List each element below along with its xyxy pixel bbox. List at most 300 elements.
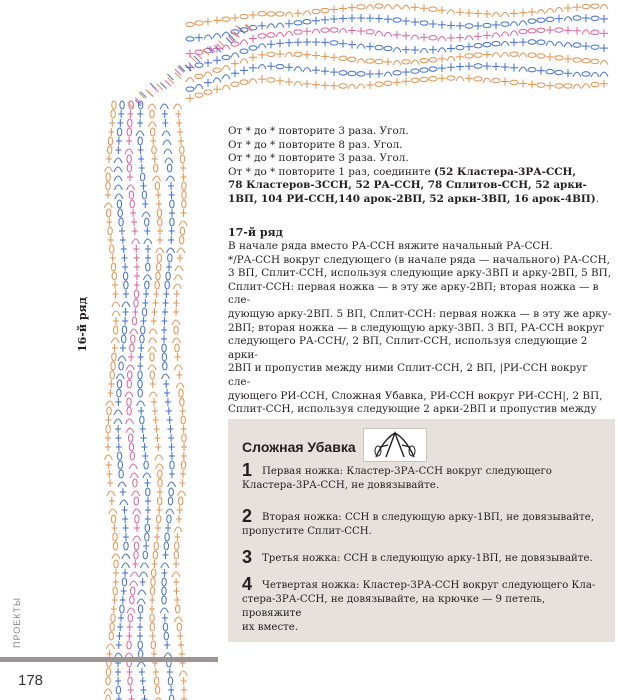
arc-mark	[555, 42, 563, 47]
chain-loop	[182, 434, 186, 442]
chain-loop	[555, 28, 563, 32]
chain-loop	[528, 19, 536, 23]
chain-loop	[151, 641, 155, 649]
chain-loop	[153, 164, 157, 172]
chain-loop	[117, 452, 121, 460]
arc-mark	[109, 509, 117, 514]
stitch-mark	[167, 74, 173, 80]
chain-loop	[144, 461, 148, 469]
arc-mark	[168, 482, 176, 487]
arc-mark	[172, 572, 180, 577]
chain-loop	[180, 398, 184, 406]
repeat-line-4	[228, 166, 608, 180]
arc-mark	[174, 617, 182, 622]
chain-loop	[181, 416, 185, 424]
arc-mark	[384, 5, 392, 10]
chain-loop	[109, 632, 113, 640]
arc-mark	[174, 275, 182, 280]
arc-mark	[174, 527, 182, 532]
arc-mark	[104, 689, 112, 694]
chain-loop	[157, 209, 161, 217]
arc-mark	[167, 248, 175, 253]
arc-mark	[447, 10, 455, 15]
chain-loop	[195, 93, 203, 97]
arc-mark	[112, 311, 120, 316]
totals-line-2: 78 Кластеров-3ССН, 52 РА-ССН, 78 Сплитов-ССН, 52 арки-	[228, 179, 587, 192]
chain-loop	[155, 686, 159, 694]
chain-loop	[474, 64, 482, 68]
chain-loop	[170, 461, 174, 469]
chain-loop	[528, 67, 536, 71]
chain-loop	[158, 497, 162, 505]
chain-loop	[162, 344, 166, 352]
chain-loop	[294, 21, 302, 25]
chain-loop	[156, 515, 160, 523]
arc-mark	[393, 5, 401, 10]
chain-loop	[591, 82, 599, 86]
arc-mark	[133, 509, 141, 514]
chain-loop	[120, 101, 124, 109]
chain-loop	[128, 434, 132, 442]
arc-mark	[222, 75, 230, 80]
chain-loop	[474, 53, 482, 57]
chain-loop	[117, 380, 121, 388]
arc-mark	[114, 410, 122, 415]
chain-loop	[164, 632, 168, 640]
chain-loop	[112, 101, 116, 109]
chain-loop	[112, 272, 116, 280]
arc-mark	[130, 572, 138, 577]
arc-mark	[107, 491, 115, 496]
step-3: 3 Третья ножка: ССН в следующую арку-1ВП, не довязывайте.	[242, 547, 593, 567]
arc-mark	[546, 8, 554, 13]
repeat-line-1: От * до * повторите 3 раза. Угол.	[228, 125, 409, 137]
chain-loop	[113, 326, 117, 334]
chain-loop	[167, 164, 171, 172]
chain-loop	[110, 371, 114, 379]
chain-loop	[258, 34, 266, 38]
arc-mark	[519, 21, 527, 26]
chain-loop	[150, 614, 154, 622]
box-title: Сложная Убавка	[242, 439, 356, 455]
arc-mark	[122, 554, 130, 559]
arc-mark	[582, 30, 590, 35]
arc-mark	[177, 248, 185, 253]
arc-mark	[140, 563, 148, 568]
chain-loop	[175, 605, 179, 613]
chain-loop	[222, 17, 230, 21]
chain-loop	[162, 353, 166, 361]
chain-loop	[130, 200, 134, 208]
arc-mark	[122, 563, 130, 568]
stitch-mark	[165, 80, 171, 86]
arc-mark	[285, 31, 293, 36]
arc-mark	[114, 158, 122, 163]
chain-loop	[134, 497, 138, 505]
chain-loop	[582, 59, 590, 63]
arc-mark	[384, 32, 392, 37]
chain-loop	[591, 59, 599, 63]
arc-mark	[125, 149, 133, 154]
chain-loop	[117, 200, 121, 208]
chain-loop	[145, 524, 149, 532]
chain-loop	[180, 155, 184, 163]
row-16-label: 16-й ряд	[76, 296, 89, 352]
chain-loop	[186, 37, 194, 41]
chain-loop	[129, 443, 133, 451]
arc-mark	[148, 347, 156, 352]
arc-mark	[112, 554, 120, 559]
arc-mark	[204, 72, 212, 77]
chain-loop	[138, 380, 142, 388]
chain-loop	[555, 56, 563, 60]
chain-loop	[267, 33, 275, 37]
chain-loop	[117, 128, 121, 136]
arc-mark	[118, 482, 126, 487]
chain-loop	[164, 542, 168, 550]
chain-loop	[180, 146, 184, 154]
arc-mark	[162, 131, 170, 136]
row17-line: дующего РИ-ССН, Сложная Убавка, РИ-ССН вокруг РИ-ССН|, 2 ВП,	[228, 389, 603, 402]
arc-mark	[546, 41, 554, 46]
arc-mark	[222, 65, 230, 70]
chain-loop	[114, 560, 118, 568]
chain-loop	[258, 12, 266, 16]
chain-loop	[138, 371, 142, 379]
chain-loop	[111, 362, 115, 370]
chain-loop	[195, 21, 203, 25]
chain-loop	[146, 263, 150, 271]
chain-loop	[174, 551, 178, 559]
arc-mark	[111, 338, 119, 343]
arc-mark	[240, 59, 248, 64]
arc-mark	[166, 509, 174, 514]
chain-loop	[127, 380, 131, 388]
repeat-line-4-plain: От * до * повторите 1 раз, соедините	[228, 165, 431, 178]
chain-loop	[175, 542, 179, 550]
arc-mark	[276, 32, 284, 37]
chain-loop	[142, 191, 146, 199]
chain-loop	[145, 218, 149, 226]
stitch-mark	[146, 90, 152, 96]
row17-line: 2ВП и пропустив между ними Сплит-ССН, 2 ВП, |РИ-ССН вокруг сле-	[228, 362, 588, 388]
arc-mark	[140, 572, 148, 577]
arc-mark	[153, 176, 161, 181]
chain-loop	[123, 272, 127, 280]
chain-loop	[179, 389, 183, 397]
chain-loop	[162, 587, 166, 595]
arc-mark	[173, 284, 181, 289]
chain-loop	[119, 470, 123, 478]
chain-loop	[294, 52, 302, 56]
chain-loop	[122, 578, 126, 586]
chain-loop	[127, 641, 131, 649]
chain-loop	[124, 542, 128, 550]
arc-mark	[276, 23, 284, 28]
chain-loop	[150, 110, 154, 118]
arc-mark	[564, 17, 572, 22]
arc-mark	[129, 464, 137, 469]
arc-mark	[142, 212, 150, 217]
chain-loop	[127, 398, 131, 406]
chain-loop	[456, 45, 464, 49]
chain-loop	[154, 677, 158, 685]
chain-loop	[294, 30, 302, 34]
row-17-title: 17-й ряд	[228, 226, 284, 239]
chain-loop	[420, 77, 428, 81]
chain-loop	[134, 290, 138, 298]
chain-loop	[108, 137, 112, 145]
chain-loop	[118, 209, 122, 217]
step-2: 2 Вторая ножка: ССН в следующую арку-1ВП, не довязывайте, пропустите Сплит-ССН.	[242, 506, 595, 537]
chain-loop	[474, 43, 482, 47]
chain-loop	[111, 110, 115, 118]
chain-loop	[127, 164, 131, 172]
chain-loop	[168, 254, 172, 262]
arc-mark	[600, 5, 608, 10]
chain-loop	[134, 299, 138, 307]
chain-loop	[321, 8, 329, 12]
chain-loop	[113, 542, 117, 550]
arc-mark	[112, 302, 120, 307]
chain-loop	[127, 407, 131, 415]
arc-mark	[267, 24, 275, 29]
chain-loop	[157, 254, 161, 262]
chain-loop	[153, 551, 157, 559]
chain-loop	[163, 623, 167, 631]
chain-loop	[111, 614, 115, 622]
chain-loop	[145, 533, 149, 541]
chain-loop	[375, 82, 383, 86]
chain-loop	[546, 17, 554, 21]
chain-loop	[165, 281, 169, 289]
chain-loop	[156, 272, 160, 280]
repeat-line-4-bold: (52 Кластера-3РА-ССН,	[433, 165, 576, 178]
chain-loop	[124, 281, 128, 289]
chain-loop	[528, 53, 536, 57]
arc-mark	[166, 176, 174, 181]
chain-loop	[108, 227, 112, 235]
chain-loop	[150, 371, 154, 379]
arc-mark	[483, 78, 491, 83]
chain-loop	[141, 326, 145, 334]
arc-mark	[132, 239, 140, 244]
arc-mark	[501, 41, 509, 46]
chain-loop	[231, 42, 239, 46]
chain-loop	[179, 497, 183, 505]
chain-loop	[186, 87, 194, 91]
arc-mark	[438, 48, 446, 53]
chain-loop	[169, 695, 173, 700]
chain-loop	[276, 12, 284, 16]
arc-mark	[114, 185, 122, 190]
arc-mark	[179, 221, 187, 226]
chain-loop	[174, 326, 178, 334]
chain-loop	[231, 82, 239, 86]
chain-loop	[133, 479, 137, 487]
chain-loop	[180, 227, 184, 235]
chain-loop	[366, 59, 374, 63]
chain-loop	[555, 70, 563, 74]
chain-loop	[393, 18, 401, 22]
arc-mark	[149, 329, 157, 334]
arc-mark	[104, 203, 112, 208]
arc-mark	[600, 72, 608, 77]
arc-mark	[114, 167, 122, 172]
arc-mark	[116, 374, 124, 379]
arc-mark	[174, 104, 182, 109]
chain-loop	[158, 218, 162, 226]
arc-mark	[122, 302, 130, 307]
chain-loop	[150, 587, 154, 595]
chain-loop	[510, 52, 518, 56]
chain-loop	[182, 182, 186, 190]
row17-line: */РА-ССН вокруг следующего (в начале ряда — начального) РА-ССН,	[228, 253, 610, 266]
chain-loop	[145, 281, 149, 289]
arc-mark	[294, 67, 302, 72]
totals-line-3: 1ВП, 104 РИ-ССН,140 арок-2ВП, 52 арки-3ВП, 16 арок-4ВП).	[228, 192, 599, 205]
chain-loop	[138, 605, 142, 613]
chain-loop	[537, 28, 545, 32]
arc-mark	[127, 608, 135, 613]
chain-loop	[106, 425, 110, 433]
chain-loop	[150, 623, 154, 631]
arc-mark	[132, 491, 140, 496]
chain-loop	[106, 173, 110, 181]
chain-loop	[162, 596, 166, 604]
arc-mark	[115, 194, 123, 199]
chain-loop	[384, 46, 392, 50]
repeat-line-2: От * до * повторите 8 раз. Угол.	[228, 138, 403, 151]
chain-loop	[168, 677, 172, 685]
row17-line: Сплит-ССН: первая ножка — в эту же арку-2ВП; вторая ножка — в сле-	[228, 280, 599, 307]
chain-loop	[117, 389, 121, 397]
arc-mark	[366, 5, 374, 10]
arc-mark	[357, 59, 365, 64]
chain-loop	[134, 542, 138, 550]
chain-loop	[122, 326, 126, 334]
arc-mark	[582, 84, 590, 89]
arc-mark	[143, 275, 151, 280]
chain-loop	[402, 60, 410, 64]
arc-mark	[175, 266, 183, 271]
chain-loop	[154, 542, 158, 550]
chain-loop	[177, 623, 181, 631]
chain-loop	[591, 4, 599, 8]
chain-loop	[157, 263, 161, 271]
arc-mark	[393, 60, 401, 65]
arc-mark	[137, 599, 145, 604]
chain-loop	[138, 137, 142, 145]
row17-line: дующую арку-2ВП. 5 ВП, Сплит-ССН: первая ножка — в эту же арку-	[228, 307, 612, 320]
chain-loop	[537, 40, 545, 44]
arc-mark	[130, 329, 138, 334]
chain-loop	[140, 335, 144, 343]
chain-loop	[429, 7, 437, 11]
chain-loop	[366, 30, 374, 34]
arc-mark	[172, 338, 180, 343]
arc-mark	[172, 320, 180, 325]
arc-mark	[492, 12, 500, 17]
arc-mark	[357, 44, 365, 49]
arc-mark	[573, 72, 581, 77]
arc-mark	[492, 33, 500, 38]
intro-text	[228, 125, 608, 207]
chain-loop	[537, 54, 545, 58]
chain-loop	[348, 71, 356, 75]
arc-mark	[156, 248, 164, 253]
chain-loop	[519, 29, 527, 33]
arc-mark	[186, 78, 194, 83]
arc-mark	[144, 239, 152, 244]
arc-mark	[411, 60, 419, 65]
chain-loop	[127, 155, 131, 163]
chain-loop	[181, 461, 185, 469]
complex-decrease-box	[228, 419, 615, 642]
chain-loop	[131, 335, 135, 343]
arc-mark	[303, 68, 311, 73]
chain-loop	[138, 641, 142, 649]
chain-loop	[128, 371, 132, 379]
chain-loop	[204, 90, 212, 94]
chain-loop	[132, 317, 136, 325]
repeat-line-3: От * до * повторите 3 раза. Угол.	[228, 152, 409, 165]
arc-mark	[163, 140, 171, 145]
arc-mark	[222, 32, 230, 37]
chain-loop	[135, 515, 139, 523]
arc-mark	[160, 608, 168, 613]
chain-loop	[492, 42, 500, 46]
row17-line: В начале ряда вместо РА-ССН вяжите начальный РА-ССН.	[228, 240, 553, 252]
chain-loop	[163, 362, 167, 370]
chain-loop	[582, 4, 590, 8]
arc-mark	[501, 12, 509, 17]
chain-loop	[150, 353, 154, 361]
arc-mark	[149, 338, 157, 343]
chain-loop	[195, 74, 203, 78]
arc-mark	[213, 34, 221, 39]
chain-loop	[420, 68, 428, 72]
chain-loop	[106, 668, 110, 676]
chain-loop	[113, 533, 117, 541]
stitch-mark	[153, 86, 159, 92]
row17-line: 3 ВП, Сплит-ССН, используя следующие арку-3ВП и арку-2ВП, 5 ВП,	[228, 267, 612, 280]
chain-loop	[158, 479, 162, 487]
arc-mark	[136, 131, 144, 136]
chain-loop	[182, 191, 186, 199]
chain-loop	[474, 77, 482, 81]
chain-loop	[546, 69, 554, 73]
chain-loop	[168, 497, 172, 505]
arc-mark	[174, 365, 182, 370]
arc-mark	[519, 67, 527, 72]
chain-loop	[134, 551, 138, 559]
chain-loop	[240, 80, 248, 84]
chain-loop	[107, 209, 111, 217]
chain-loop	[573, 43, 581, 47]
arc-mark	[165, 158, 173, 163]
arc-mark	[106, 401, 114, 406]
chain-loop	[591, 30, 599, 34]
arc-mark	[591, 72, 599, 77]
chain-loop	[429, 77, 437, 81]
chain-loop	[375, 45, 383, 49]
chain-loop	[447, 76, 455, 80]
arc-mark	[130, 473, 138, 478]
arc-mark	[160, 104, 168, 109]
chain-loop	[108, 146, 112, 154]
arc-mark	[537, 9, 545, 14]
